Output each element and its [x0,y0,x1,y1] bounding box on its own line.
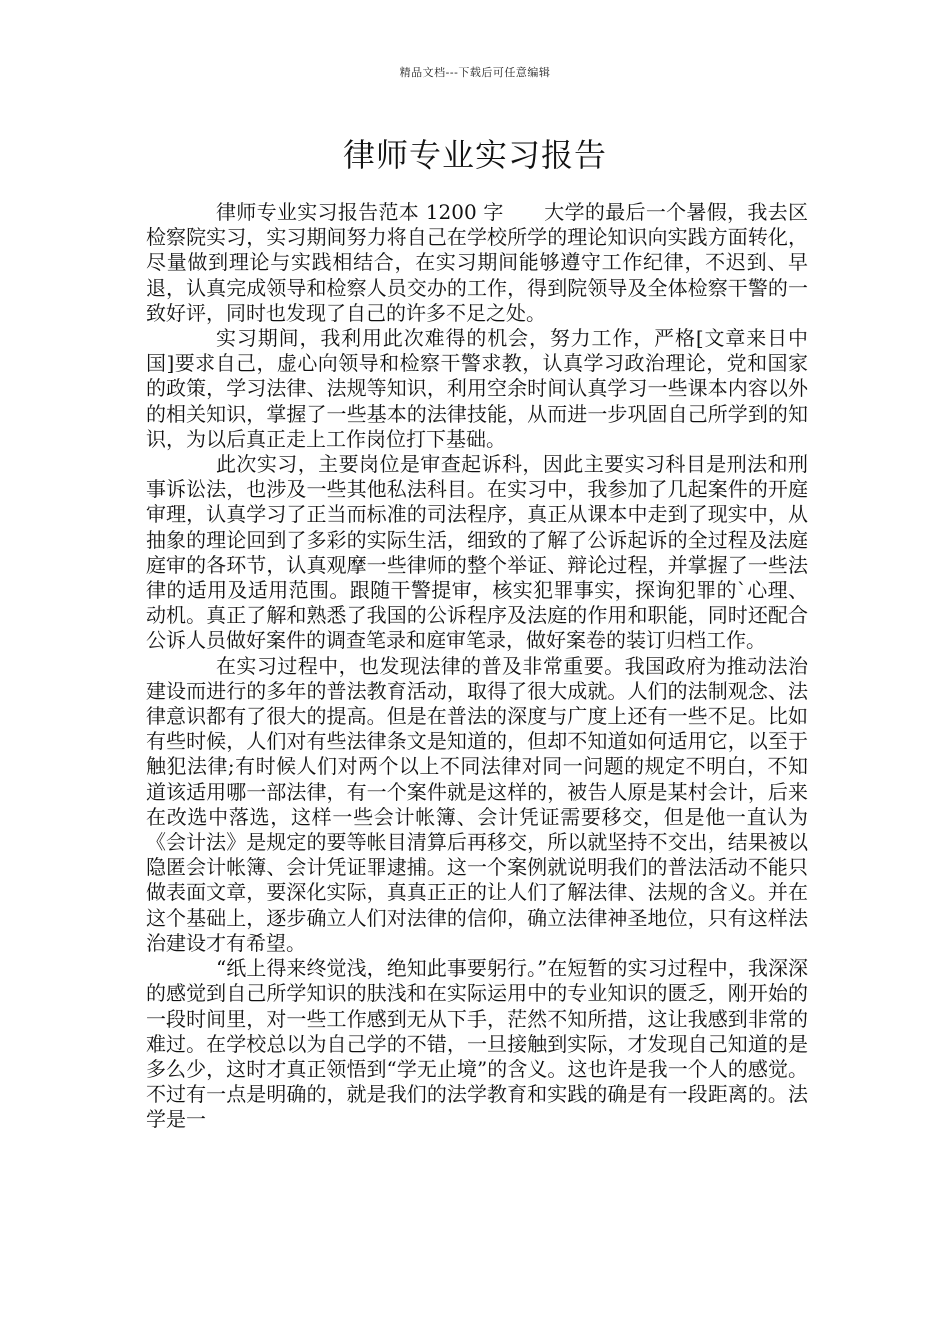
paragraph-2: 实习期间，我利用此次难得的机会，努力工作，严格[文章来日中国]要求自己，虚心向领导和检察干警求教，认真学习政治理论，党和国家的政策，学习法律、法规等知识，利用空余时间认真学习一些课本内容以外的相关知识，掌握了一些基本的法律技能，从而进一步巩固自己所学到的知识，为以后真正走上工作岗位打下基础。 [146,326,808,451]
paragraph-3: 此次实习，主要岗位是审查起诉科，因此主要实习科目是刑法和刑事诉讼法，也涉及一些其他私法科目。在实习中，我参加了几起案件的开庭审理，认真学习了正当而标准的司法程序，真正从课本中走到了现实中，从抽象的理论回到了多彩的实际生活，细致的了解了公诉起诉的全过程及法庭庭审的各环节，认真观摩一些律师的整个举证、辩论过程，并掌握了一些法律的适用及适用范围。跟随干警提审，核实犯罪事实，探询犯罪的`心理、动机。真正了解和熟悉了我国的公诉程序及法庭的作用和职能，同时还配合公诉人员做好案件的调查笔录和庭审笔录，做好案卷的装订归档工作。 [146,452,808,653]
header-note: 精品文档---下载后可任意编辑 [399,66,551,79]
document-title: 律师专业实习报告 [342,136,607,174]
paragraph-4: 在实习过程中，也发现法律的普及非常重要。我国政府为推动法治建设而进行的多年的普法教育活动，取得了很大成就。人们的法制观念、法律意识都有了很大的提高。但是在普法的深度与广度上还有一些不足。比如有些时候，人们对有些法律条文是知道的，但却不知道如何适用它，以至于触犯法律;有时候人们对两个以上不同法律对同一问题的规定不明白，不知道该适用哪一部法律，有一个案件就是这样的，被告人原是某村会计，后来在改选中落选，这样一些会计帐簿、会计凭证需要移交，但是他一直认为《会计法》是规定的要等帐目清算后再移交，所以就坚持不交出，结果被以隐匿会计帐簿、会计凭证罪逮捕。这一个案例就说明我们的普法活动不能只做表面文章，要深化实际，真真正正的让人们了解法律、法规的含义。并在这个基础上，逐步确立人们对法律的信仰，确立法律神圣地位，只有这样法治建设才有希望。 [146,653,808,955]
paragraph-5: “纸上得来终觉浅，绝知此事要躬行。”在短暂的实习过程中，我深深的感觉到自己所学知识的肤浅和在实际运用中的专业知识的匮乏，刚开始的一段时间里，对一些工作感到无从下手，茫然不知所措，这让我感到非常的难过。在学校总以为自己学的不错，一旦接触到实际，才发现自己知道的是多么少，这时才真正领悟到“学无止境”的含义。这也许是我一个人的感觉。不过有一点是明确的，就是我们的法学教育和实践的确是有一段距离的。法学是一 [146,956,808,1132]
paragraph-1: 律师专业实习报告范本 1200 字 大学的最后一个暑假，我去区检察院实习，实习期间努力将自己在学校所学的理论知识向实践方面转化，尽量做到理论与实践相结合，在实习期间能够遵守工作纪律，不迟到、早退，认真完成领导和检察人员交办的工作，得到院领导及全体检察干警的一致好评，同时也发现了自己的许多不足之处。 [146,200,808,325]
document-body [146,200,808,1133]
